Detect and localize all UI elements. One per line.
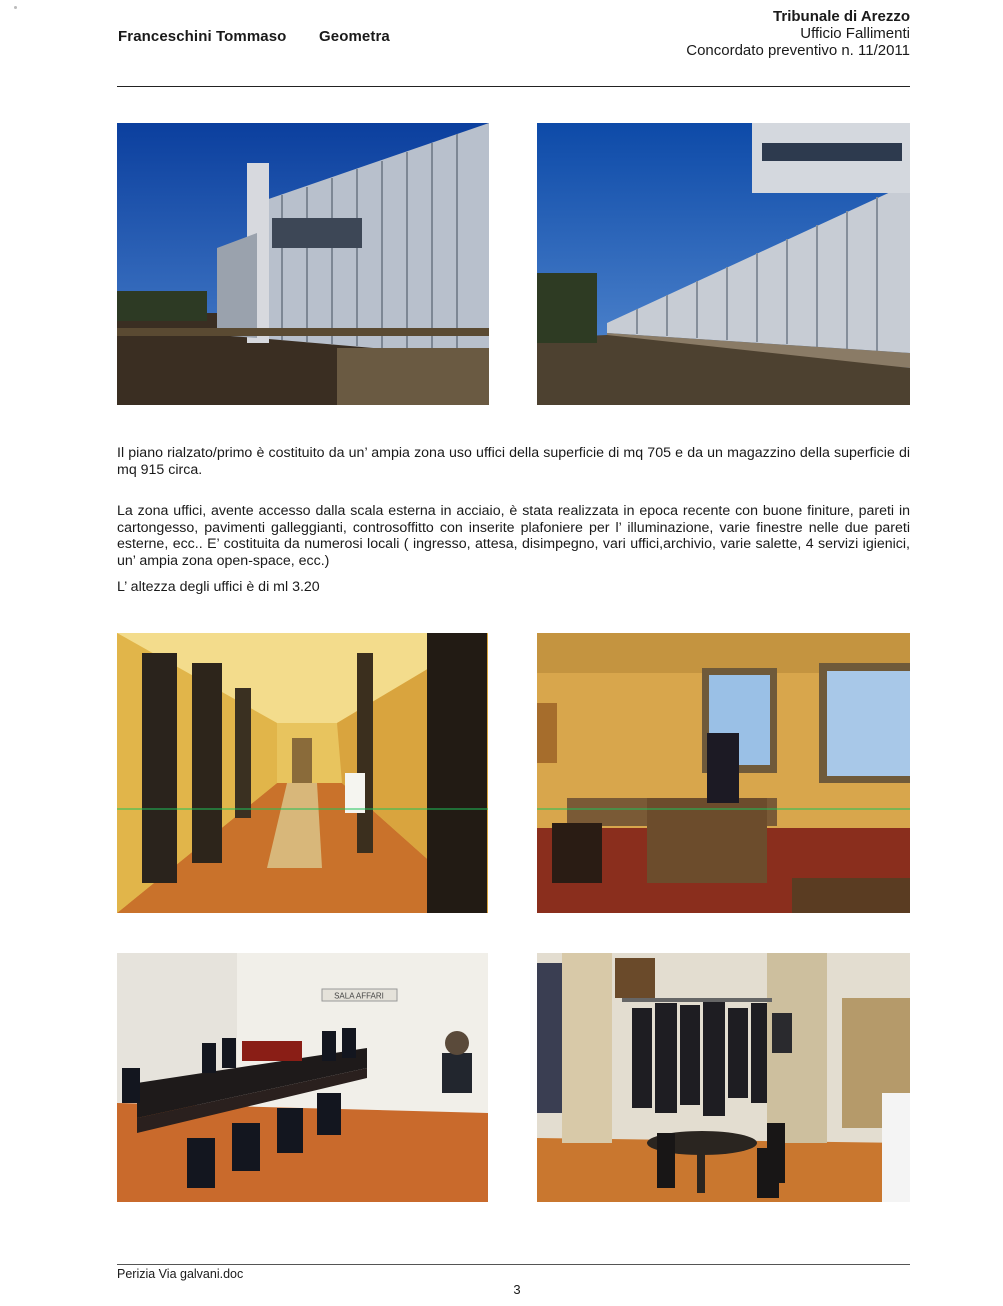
- showroom-photo-icon: [537, 953, 910, 1202]
- footer-document-name: Perizia Via galvani.doc: [117, 1267, 244, 1281]
- header-right: [686, 8, 910, 59]
- paragraph-office-height: L’ altezza degli uffici è di ml 3.20: [117, 579, 320, 595]
- photo-building-exterior-1: [117, 123, 489, 405]
- office-name: Ufficio Fallimenti: [800, 25, 910, 42]
- building-facade-photo-icon: [117, 123, 489, 405]
- header-rule: [117, 86, 910, 87]
- paragraph-office-description: La zona uffici, avente accesso dalla scala esterna in acciaio, è stata realizzata in epoca recente con buone finiture, pareti in cartongesso, pavimenti galleggianti, controsoffitto con inserite plafoniere per l’ illuminazione, varie finestre nelle due pareti esterne, ecc.. E’ costituita da numerosi locali ( ingresso, attesa, disimpegno, vari uffici,archivio, varie salette, 4 servizi igienici, un’ ampia zona open-space, ecc.): [117, 503, 910, 569]
- header-left: [118, 28, 390, 45]
- footer-rule: [117, 1264, 910, 1265]
- court-name: Tribunale di Arezzo: [773, 8, 910, 25]
- photo-showroom: [537, 953, 910, 1202]
- office-room-photo-icon: [537, 633, 910, 913]
- photo-office-corridor: [117, 633, 488, 913]
- corridor-photo-icon: [117, 633, 488, 913]
- author-name: Franceschini Tommaso: [118, 28, 287, 45]
- author-role: Geometra: [319, 28, 390, 45]
- page-number: 3: [513, 1282, 521, 1297]
- meeting-room-sign: SALA AFFARI: [334, 991, 384, 1001]
- case-number: Concordato preventivo n. 11/2011: [686, 42, 910, 59]
- photo-meeting-room: [117, 953, 488, 1202]
- scan-speck: [14, 6, 17, 9]
- photo-office-room: [537, 633, 910, 913]
- paragraph-floor-description: Il piano rialzato/primo è costituito da un’ ampia zona uso uffici della superficie di mq 705 e da un magazzino della superficie di mq 915 circa.: [117, 445, 910, 478]
- meeting-room-photo-icon: [117, 953, 488, 1202]
- building-facade-photo-icon: [537, 123, 910, 405]
- photo-building-exterior-2: [537, 123, 910, 405]
